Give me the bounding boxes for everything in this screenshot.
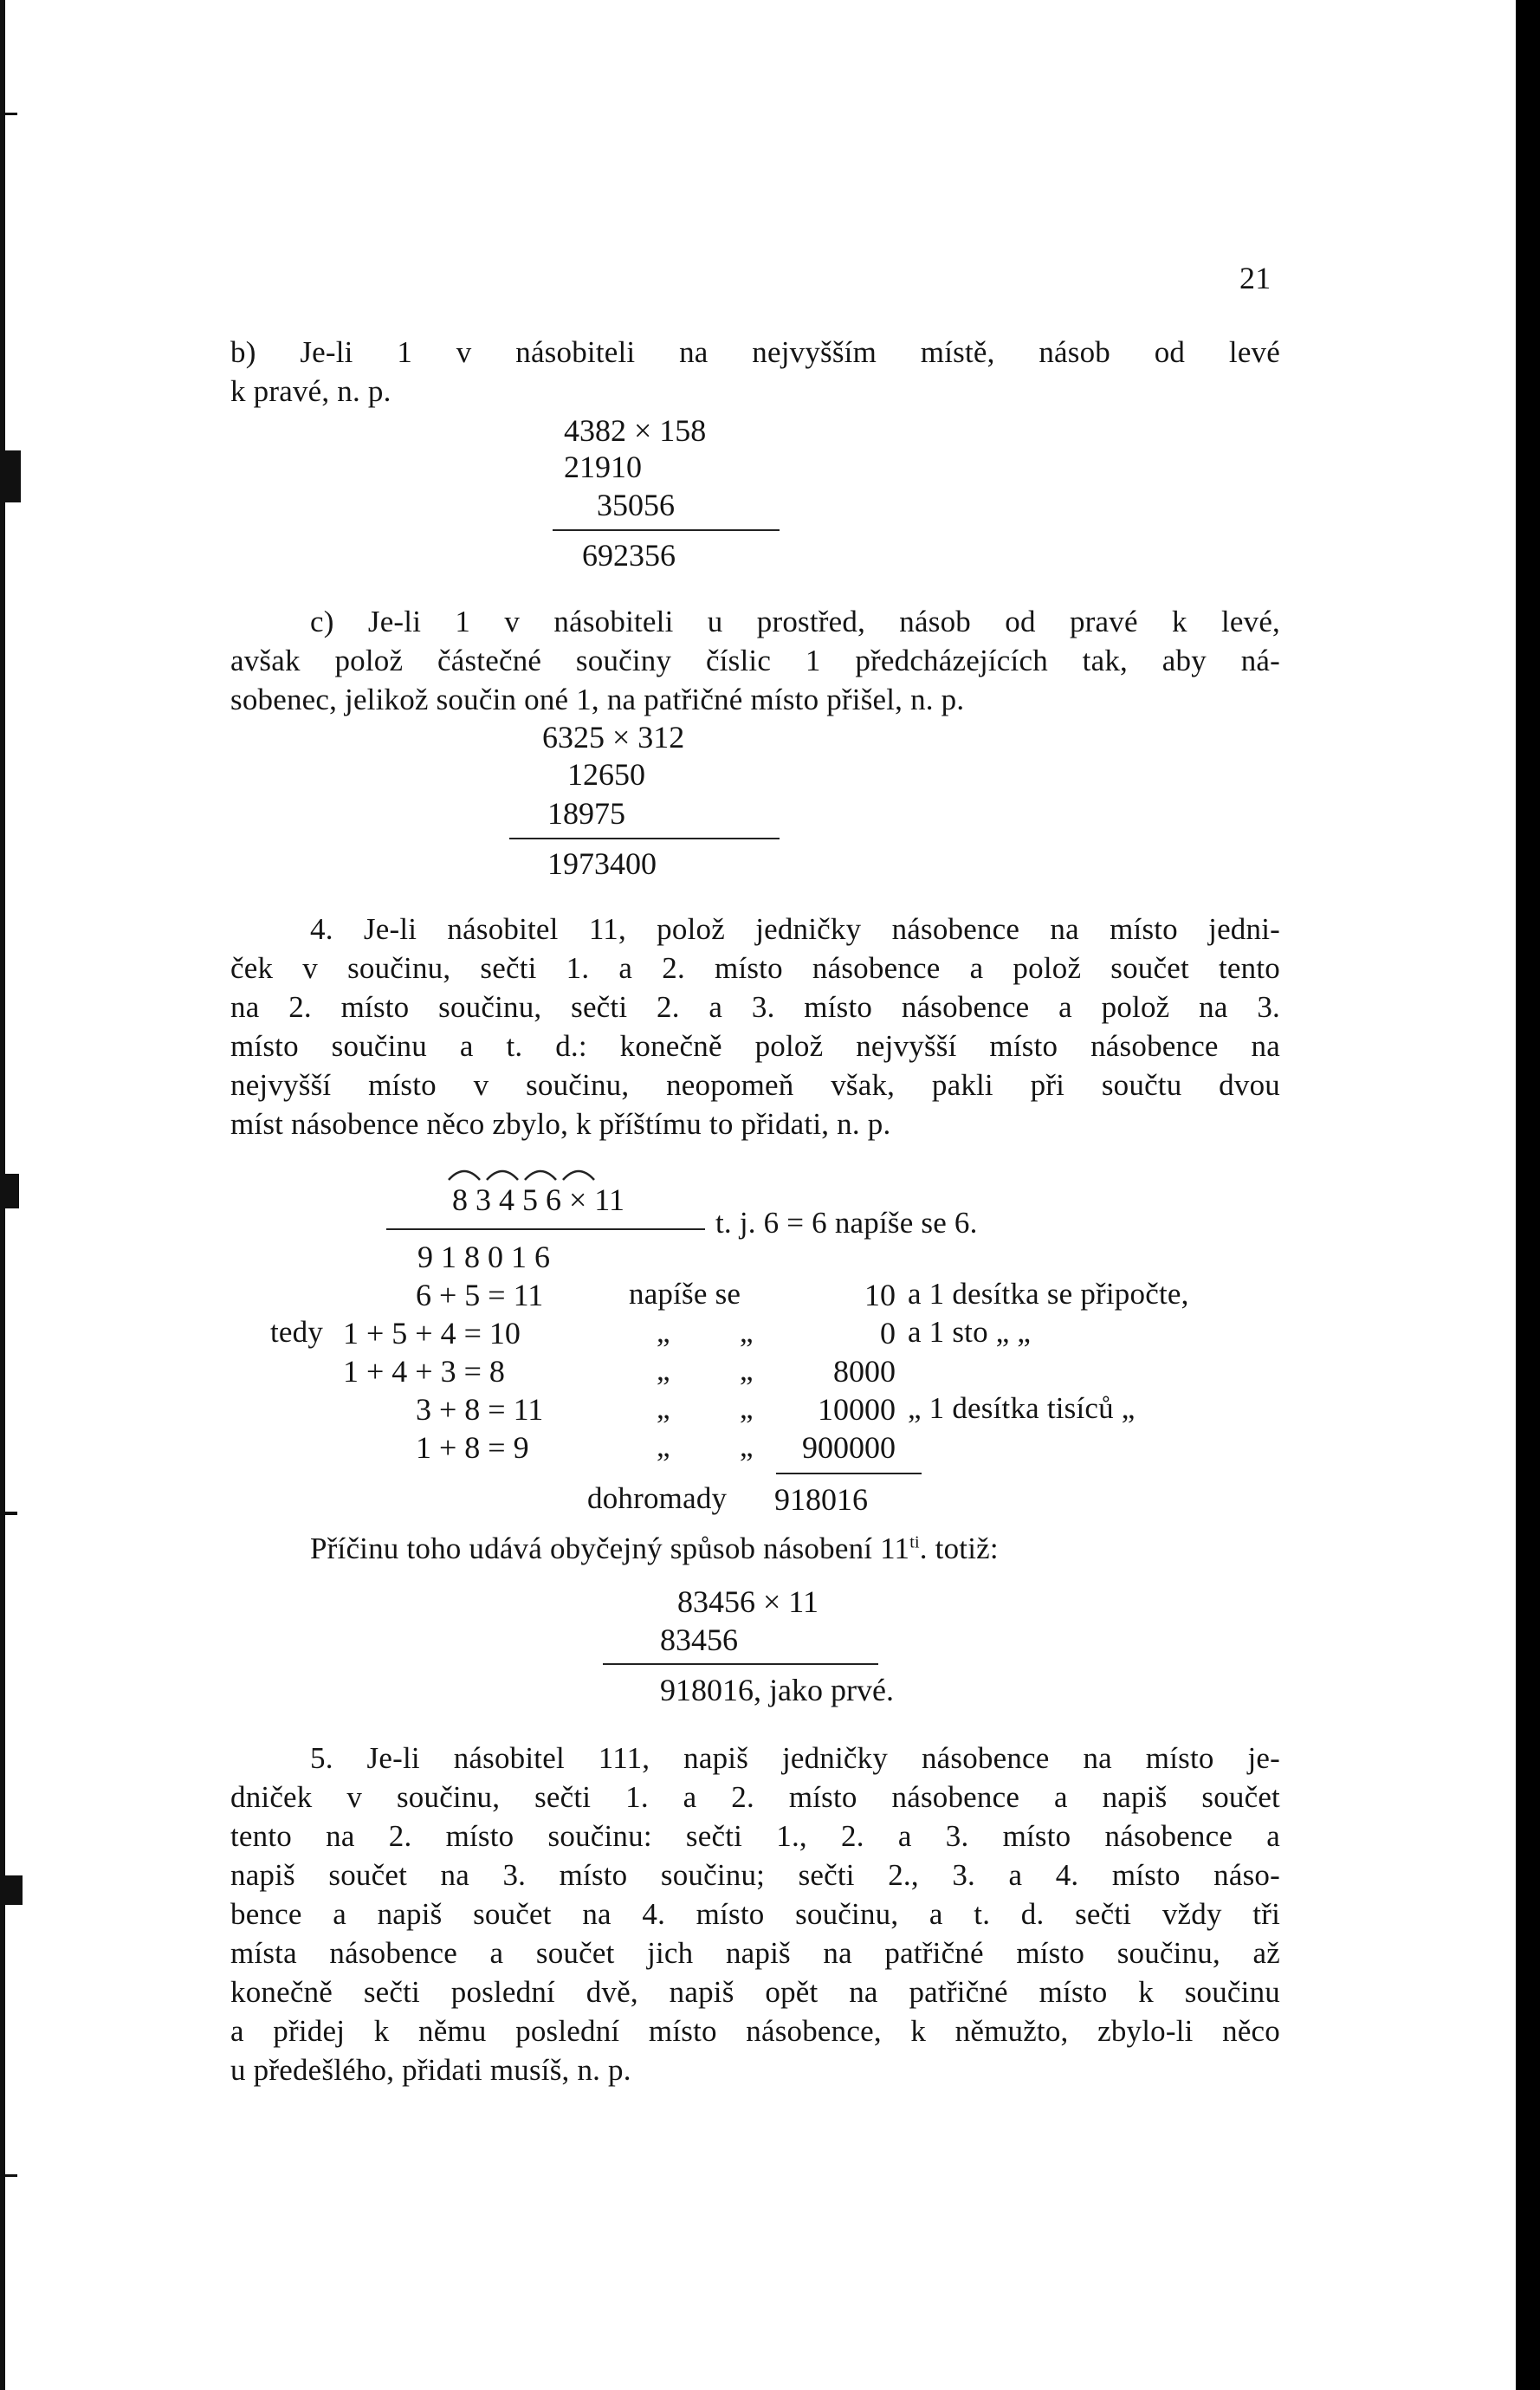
- sum-rule: [509, 838, 780, 839]
- step-note: „ 1 desítka tisíců „: [908, 1391, 1136, 1425]
- section-5-line: a přidej k němu poslední místo násobence, k němužto, zbylo-li něco: [230, 2014, 1280, 2048]
- step-quote: „: [657, 1315, 670, 1349]
- example-b-result: 692356: [582, 538, 676, 573]
- section-4-line: nejvyšší místo v součinu, neopomeň však, pakli při součtu dvou: [230, 1068, 1280, 1102]
- example-c-partial: 12650: [567, 757, 645, 792]
- section-4-line: ček v součinu, sečti 1. a 2. místo násobence a polož součet tento: [230, 951, 1280, 985]
- example-b-header: 4382 × 158: [564, 413, 707, 448]
- step-value: 10: [864, 1278, 896, 1312]
- section-4-line: 4. Je-li násobitel 11, polož jedničky násobence na místo jedni-: [310, 912, 1280, 946]
- step-value: 8000: [833, 1354, 896, 1389]
- section-b-line: b) Je-li 1 v násobiteli na nejvyšším místě, násob od levé: [230, 335, 1280, 369]
- reason-superscript: ti: [909, 1532, 920, 1552]
- sum-rule: [386, 1228, 705, 1230]
- reason-tail: . totiž:: [919, 1532, 999, 1565]
- step-quote: „: [740, 1391, 754, 1425]
- step-quote: „: [740, 1353, 754, 1387]
- example-4-header-note: t. j. 6 = 6 napíše se 6.: [715, 1206, 978, 1240]
- step-quote: napíše se: [629, 1277, 741, 1311]
- margin-mark: [5, 1512, 17, 1515]
- step-quote: „: [657, 1391, 670, 1425]
- step-note: a 1 sto „ „: [908, 1315, 1032, 1349]
- step-expression: 1 + 8 = 9: [416, 1430, 529, 1465]
- section-c-line: avšak polož částečné součiny číslic 1 předcházejících tak, aby ná-: [230, 644, 1280, 677]
- step-note: a 1 desítka se připočte,: [908, 1277, 1189, 1311]
- step-quote: „: [740, 1429, 754, 1463]
- sum-rule: [603, 1663, 878, 1665]
- carry-arcs: [443, 1161, 605, 1183]
- margin-mark: [5, 1875, 23, 1905]
- step-prefix: tedy: [270, 1315, 324, 1349]
- margin-mark: [5, 113, 17, 115]
- example-b-partial: 35056: [597, 488, 675, 522]
- example-4-header: 8 3 4 5 6 × 11: [452, 1182, 624, 1217]
- sum-rule: [776, 1473, 922, 1474]
- reason-text: Příčinu toho udává obyčejný spůsob násobení 11: [310, 1532, 910, 1565]
- margin-mark: [5, 2174, 17, 2177]
- section-4-line: míst násobence něco zbylo, k příštímu to přidati, n. p.: [230, 1107, 891, 1141]
- section-5-line: místa násobence a součet jich napiš na patřičné místo součinu, až: [230, 1936, 1280, 1970]
- example-c-partial: 18975: [547, 796, 625, 831]
- section-c-line: sobenec, jelikož součin oné 1, na patřičné místo přišel, n. p.: [230, 683, 965, 716]
- step-expression: 1 + 4 + 3 = 8: [343, 1354, 505, 1389]
- section-5-line: bence a napiš součet na 4. místo součinu, a t. d. sečti vždy tři: [230, 1897, 1280, 1931]
- section-4-line: místo součinu a t. d.: konečně polož nejvyšší místo násobence na: [230, 1029, 1280, 1063]
- step-expression: 3 + 8 = 11: [416, 1392, 544, 1427]
- step-quote: „: [657, 1353, 670, 1387]
- example-b-partial: 21910: [564, 450, 642, 484]
- step-expression: 6 + 5 = 11: [416, 1278, 544, 1312]
- section-5-line: u předešlého, přidati musíš, n. p.: [230, 2053, 631, 2087]
- total-label: dohromady: [587, 1481, 728, 1515]
- section-5-line: dniček v součinu, sečti 1. a 2. místo násobence a napiš součet: [230, 1780, 1280, 1814]
- example-4-result: 9 1 8 0 1 6: [417, 1240, 550, 1274]
- example-reason-header: 83456 × 11: [677, 1584, 819, 1619]
- example-reason-partial: 83456: [660, 1622, 738, 1657]
- example-c-header: 6325 × 312: [542, 720, 685, 755]
- step-value: 900000: [802, 1430, 896, 1465]
- section-4-line: na 2. místo součinu, sečti 2. a 3. místo násobence a polož na 3.: [230, 990, 1280, 1024]
- step-expression: 1 + 5 + 4 = 10: [343, 1316, 521, 1350]
- example-reason-result: 918016, jako prvé.: [660, 1673, 894, 1707]
- total-value: 918016: [774, 1482, 868, 1517]
- section-c-line: c) Je-li 1 v násobiteli u prostřed, násob od pravé k levé,: [310, 605, 1280, 638]
- section-5-line: tento na 2. místo součinu: sečti 1., 2. a 3. místo násobence a: [230, 1819, 1280, 1853]
- page-number: 21: [1239, 261, 1271, 295]
- reason-line: [310, 1532, 999, 1566]
- margin-mark: [5, 450, 21, 502]
- step-quote: „: [740, 1315, 754, 1349]
- section-b-line: k pravé, n. p.: [230, 374, 391, 408]
- section-5-line: konečně sečti poslední dvě, napiš opět na patřičné místo k součinu: [230, 1975, 1280, 2009]
- sum-rule: [553, 529, 780, 531]
- step-value: 10000: [818, 1392, 896, 1427]
- section-5-line: 5. Je-li násobitel 111, napiš jedničky násobence na místo je-: [310, 1741, 1280, 1775]
- step-quote: „: [657, 1429, 670, 1463]
- example-c-result: 1973400: [547, 846, 657, 881]
- margin-mark: [5, 1174, 19, 1208]
- step-value: 0: [880, 1316, 896, 1350]
- section-5-line: napiš součet na 3. místo součinu; sečti 2., 3. a 4. místo náso-: [230, 1858, 1280, 1892]
